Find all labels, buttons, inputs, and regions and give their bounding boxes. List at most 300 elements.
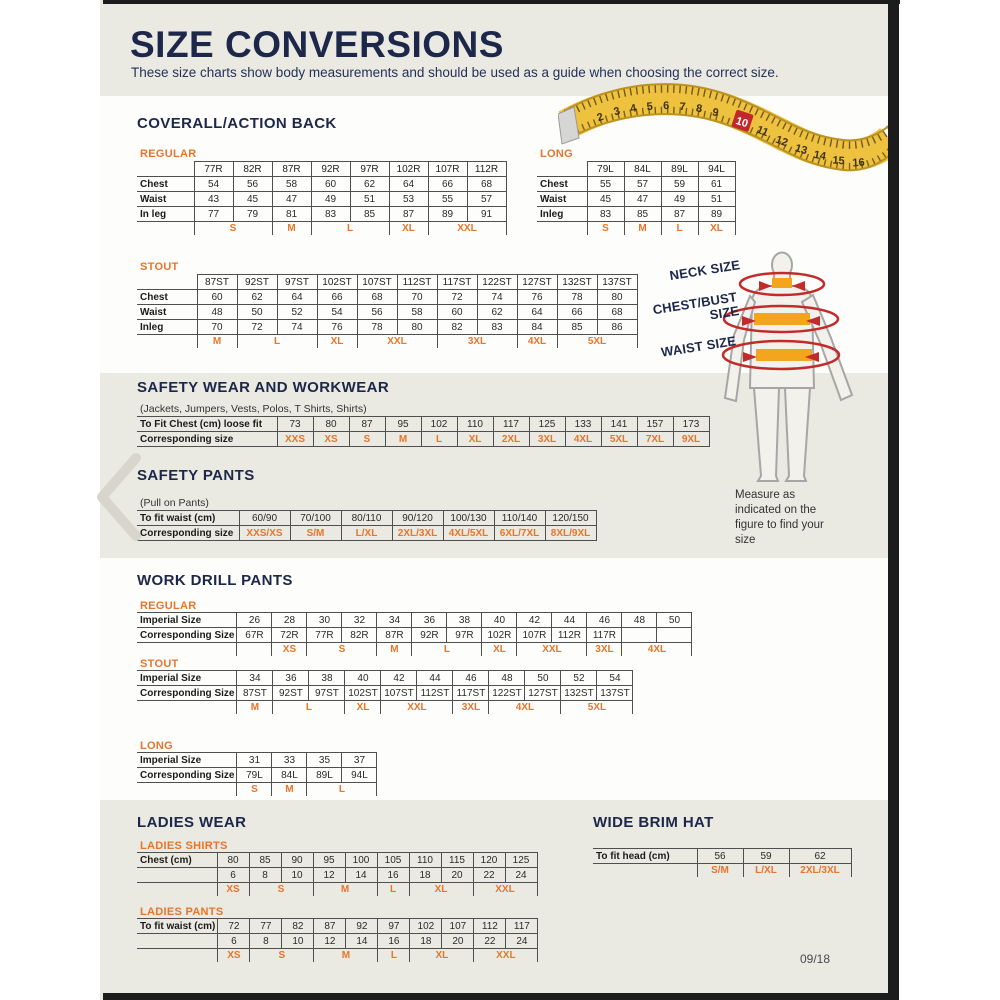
size-group-row <box>137 335 637 349</box>
value-cell: 6 <box>217 868 249 883</box>
size-group-cell: XXL <box>473 883 537 897</box>
corner-cell <box>137 162 194 177</box>
size-group-cell: L <box>237 335 317 349</box>
value-cell: 64 <box>517 305 557 320</box>
size-group-cell: L <box>307 783 377 797</box>
value-cell: 46 <box>587 613 622 628</box>
value-cell: 24 <box>505 868 537 883</box>
tape-number: 8 <box>695 102 703 116</box>
table-row <box>137 934 538 949</box>
table-row <box>137 853 537 868</box>
value-cell: 72 <box>218 919 250 934</box>
size-group-cell: S <box>249 883 313 897</box>
value-cell: 43 <box>194 192 233 207</box>
value-cell: 28 <box>272 613 307 628</box>
value-cell: 68 <box>597 305 637 320</box>
value-cell: 92ST <box>273 686 309 701</box>
size-group-cell: 3XL <box>437 335 517 349</box>
table-row <box>137 768 377 783</box>
value-cell: 102 <box>421 417 457 432</box>
value-cell: 100 <box>345 853 377 868</box>
wide-brim-hat-table <box>593 848 852 877</box>
value-cell: 87 <box>661 207 698 222</box>
size-group-cell: XS <box>272 643 307 657</box>
value-cell: 4XL <box>565 432 601 447</box>
size-group-cell: M <box>624 222 661 236</box>
value-cell: 42 <box>381 671 417 686</box>
size-group-row <box>137 783 377 797</box>
scan-edge-top <box>103 0 900 4</box>
value-cell: 66 <box>317 290 357 305</box>
row-label-cell: In leg <box>137 207 194 222</box>
value-cell: 40 <box>345 671 381 686</box>
work-drill-long-table <box>137 752 377 796</box>
value-cell: XS <box>313 432 349 447</box>
coverall-regular-table <box>137 161 507 235</box>
footer-corner-cell <box>137 701 237 715</box>
size-group-cell: L <box>273 701 345 715</box>
size-code-cell: 87R <box>272 162 311 177</box>
value-cell: 102R <box>482 628 517 643</box>
tape-number: 10 <box>734 115 750 131</box>
value-cell: 87R <box>377 628 412 643</box>
value-cell <box>622 628 657 643</box>
value-cell: 5XL <box>601 432 637 447</box>
value-cell: 105 <box>377 853 409 868</box>
value-cell: 52 <box>277 305 317 320</box>
size-group-cell: XL <box>482 643 517 657</box>
value-cell: 102 <box>410 919 442 934</box>
size-group-row <box>137 949 538 963</box>
value-cell: 92R <box>412 628 447 643</box>
value-cell: 30 <box>307 613 342 628</box>
work-drill-regular-label: REGULAR <box>140 600 197 612</box>
value-cell: 120 <box>473 853 505 868</box>
footer-corner-cell <box>537 222 587 236</box>
value-cell: 49 <box>311 192 350 207</box>
value-cell: 97 <box>378 919 410 934</box>
value-cell: 55 <box>587 177 624 192</box>
value-cell: 48 <box>197 305 237 320</box>
value-cell: 46 <box>453 671 489 686</box>
value-cell: 83 <box>477 320 517 335</box>
row-label-cell: Waist <box>137 305 197 320</box>
value-cell: 47 <box>272 192 311 207</box>
value-cell: 85 <box>557 320 597 335</box>
value-cell: 83 <box>587 207 624 222</box>
size-group-cell: 3XL <box>587 643 622 657</box>
value-cell: 85 <box>249 853 281 868</box>
size-group-row <box>137 701 633 715</box>
value-cell: 53 <box>389 192 428 207</box>
value-cell: 87 <box>389 207 428 222</box>
size-group-cell: 4XL <box>517 335 557 349</box>
size-code-cell: 122ST <box>477 275 517 290</box>
value-cell: 77 <box>250 919 282 934</box>
value-cell: 34 <box>237 671 273 686</box>
value-cell: 12 <box>314 934 346 949</box>
value-cell: 112 <box>474 919 506 934</box>
row-label-cell: Corresponding Size <box>137 686 237 701</box>
row-label-cell <box>137 868 217 883</box>
tape-number: 5 <box>646 100 654 114</box>
value-cell: 86 <box>597 320 637 335</box>
section-work-drill-heading: WORK DRILL PANTS <box>137 572 293 589</box>
value-cell: 107 <box>442 919 474 934</box>
ladies-shirts-table <box>137 852 538 896</box>
size-code-cell: 77R <box>194 162 233 177</box>
value-cell: 24 <box>506 934 538 949</box>
value-cell: 32 <box>342 613 377 628</box>
table-row <box>137 432 709 447</box>
size-group-cell: L <box>377 883 409 897</box>
size-group-cell: L <box>412 643 482 657</box>
value-cell: 78 <box>557 290 597 305</box>
value-cell: 18 <box>410 934 442 949</box>
size-code-cell: 84L <box>624 162 661 177</box>
value-cell: 89L <box>307 768 342 783</box>
ladies-shirts-table <box>137 852 538 896</box>
work-drill-long-table <box>137 752 377 796</box>
value-cell: 80 <box>397 320 437 335</box>
value-cell: 92 <box>346 919 378 934</box>
value-cell: 9XL <box>673 432 709 447</box>
value-cell: XXS/XS <box>239 526 290 541</box>
chest-bust-size-label: CHEST/BUST SIZE <box>651 289 741 323</box>
value-cell: 107ST <box>381 686 417 701</box>
value-cell: 48 <box>622 613 657 628</box>
value-cell: 36 <box>412 613 447 628</box>
section-safety-pants-heading: SAFETY PANTS <box>137 467 255 484</box>
size-group-row <box>137 222 506 236</box>
size-group-cell: L/XL <box>743 864 789 878</box>
value-cell: 72R <box>272 628 307 643</box>
value-cell: 60 <box>197 290 237 305</box>
size-group-cell: M <box>272 222 311 236</box>
value-cell: 45 <box>233 192 272 207</box>
ladies-pants-label: LADIES PANTS <box>140 906 224 918</box>
safety-pants-table <box>137 510 597 541</box>
value-cell: 50 <box>525 671 561 686</box>
size-code-cell: 132ST <box>557 275 597 290</box>
value-cell: 107R <box>517 628 552 643</box>
size-group-cell <box>237 643 272 657</box>
value-cell: 133 <box>565 417 601 432</box>
size-group-cell: XL <box>317 335 357 349</box>
value-cell: 127ST <box>525 686 561 701</box>
value-cell: 125 <box>505 853 537 868</box>
tape-number: 11 <box>754 123 771 140</box>
value-cell: 83 <box>311 207 350 222</box>
value-cell: 49 <box>661 192 698 207</box>
value-cell: 77R <box>307 628 342 643</box>
value-cell: 125 <box>529 417 565 432</box>
table-row <box>137 290 637 305</box>
value-cell: 80 <box>597 290 637 305</box>
value-cell: 117ST <box>453 686 489 701</box>
value-cell: 70 <box>397 290 437 305</box>
coverall-stout-table <box>137 274 638 348</box>
tape-number: 14 <box>812 148 827 163</box>
safety-pants-note: (Pull on Pants) <box>140 497 209 509</box>
value-cell: 3XL <box>529 432 565 447</box>
value-cell: 79L <box>237 768 272 783</box>
value-cell: XL <box>457 432 493 447</box>
value-cell: 51 <box>698 192 735 207</box>
value-cell: 20 <box>441 868 473 883</box>
value-cell: 141 <box>601 417 637 432</box>
row-label-cell <box>137 934 218 949</box>
value-cell: 20 <box>442 934 474 949</box>
footer-corner-cell <box>593 864 697 878</box>
size-code-row <box>137 275 637 290</box>
value-cell: 85 <box>624 207 661 222</box>
value-cell: 34 <box>377 613 412 628</box>
value-cell: 80/110 <box>341 511 392 526</box>
value-cell: 7XL <box>637 432 673 447</box>
value-cell: L <box>421 432 457 447</box>
size-group-cell: S/M <box>697 864 743 878</box>
value-cell: 8 <box>250 934 282 949</box>
size-group-cell: M <box>272 783 307 797</box>
value-cell: 84 <box>517 320 557 335</box>
value-cell: 62 <box>350 177 389 192</box>
value-cell: 100/130 <box>443 511 494 526</box>
value-cell: 67R <box>237 628 272 643</box>
size-group-cell: S <box>250 949 314 963</box>
ladies-pants-table <box>137 918 538 962</box>
size-group-cell: 4XL <box>489 701 561 715</box>
work-drill-stout-label: STOUT <box>140 658 179 670</box>
value-cell: 54 <box>194 177 233 192</box>
value-cell: 110 <box>457 417 493 432</box>
value-cell: 82 <box>282 919 314 934</box>
size-group-row <box>593 864 851 878</box>
value-cell: 2XL/3XL <box>392 526 443 541</box>
size-group-cell: 2XL/3XL <box>789 864 851 878</box>
value-cell: 57 <box>467 192 506 207</box>
row-label-cell: Inleg <box>537 207 587 222</box>
value-cell: 52 <box>561 671 597 686</box>
value-cell: 76 <box>517 290 557 305</box>
table-row <box>137 613 692 628</box>
table-row <box>137 628 692 643</box>
value-cell: 38 <box>309 671 345 686</box>
value-cell: 8 <box>249 868 281 883</box>
size-code-cell: 137ST <box>597 275 637 290</box>
value-cell: 80 <box>217 853 249 868</box>
size-group-cell: L <box>378 949 410 963</box>
size-group-cell: XL <box>410 949 474 963</box>
size-group-cell: XXL <box>474 949 538 963</box>
value-cell: 78 <box>357 320 397 335</box>
value-cell: 97R <box>447 628 482 643</box>
table-row <box>137 868 537 883</box>
value-cell: 120/150 <box>545 511 596 526</box>
size-code-cell: 89L <box>661 162 698 177</box>
row-label-cell: Imperial Size <box>137 671 237 686</box>
value-cell: 77 <box>194 207 233 222</box>
footer-corner-cell <box>137 335 197 349</box>
safety-wear-table <box>137 416 710 447</box>
footer-corner-cell <box>137 883 217 897</box>
size-group-cell: M <box>314 949 378 963</box>
value-cell: 51 <box>350 192 389 207</box>
value-cell: 60/90 <box>239 511 290 526</box>
page-subtitle: These size charts show body measurements and should be used as a guide when choosing the correct size. <box>131 65 779 80</box>
size-code-row <box>137 162 506 177</box>
value-cell: 87ST <box>237 686 273 701</box>
size-code-cell: 107R <box>428 162 467 177</box>
row-label-cell: Corresponding Size <box>137 768 237 783</box>
size-group-cell: XXL <box>381 701 453 715</box>
size-group-cell: 5XL <box>561 701 633 715</box>
value-cell: 66 <box>428 177 467 192</box>
value-cell: 117 <box>493 417 529 432</box>
scan-edge-bottom <box>103 993 899 1000</box>
section-safety-wear-heading: SAFETY WEAR AND WORKWEAR <box>137 379 390 396</box>
value-cell: 87 <box>314 919 346 934</box>
value-cell: 112R <box>552 628 587 643</box>
value-cell: 89 <box>698 207 735 222</box>
figure-caption: Measure as indicated on the figure to find your size <box>735 489 824 546</box>
value-cell: 76 <box>317 320 357 335</box>
size-group-row <box>137 883 537 897</box>
row-label-cell: To fit waist (cm) <box>137 511 239 526</box>
value-cell: 16 <box>378 934 410 949</box>
table-row <box>137 511 596 526</box>
footer-date-code: 09/18 <box>800 952 831 966</box>
size-group-cell: M <box>197 335 237 349</box>
size-code-cell: 112ST <box>397 275 437 290</box>
table-row <box>537 207 735 222</box>
value-cell: 44 <box>552 613 587 628</box>
size-code-cell: 127ST <box>517 275 557 290</box>
value-cell: 8XL/9XL <box>545 526 596 541</box>
value-cell: 84L <box>272 768 307 783</box>
value-cell: 58 <box>272 177 311 192</box>
value-cell: 44 <box>417 671 453 686</box>
value-cell: 35 <box>307 753 342 768</box>
neck-size-label: NECK SIZE <box>668 257 742 284</box>
safety-wear-table <box>137 416 710 447</box>
value-cell: 31 <box>237 753 272 768</box>
size-group-cell: 4XL <box>622 643 692 657</box>
size-code-cell: 107ST <box>357 275 397 290</box>
value-cell: 62 <box>237 290 277 305</box>
coverall-long-label: LONG <box>540 148 573 160</box>
table-row <box>137 753 377 768</box>
value-cell: 12 <box>313 868 345 883</box>
size-group-cell: 3XL <box>453 701 489 715</box>
size-code-cell: 92R <box>311 162 350 177</box>
size-group-cell: M <box>237 701 273 715</box>
table-row <box>137 417 709 432</box>
size-group-cell: S <box>307 643 377 657</box>
size-group-cell: L <box>661 222 698 236</box>
tape-number: 12 <box>773 133 790 150</box>
tape-number: 13 <box>793 142 809 158</box>
work-drill-regular-table <box>137 612 692 656</box>
value-cell: 60 <box>311 177 350 192</box>
size-code-cell: 82R <box>233 162 272 177</box>
table-row <box>137 671 633 686</box>
value-cell: 66 <box>557 305 597 320</box>
row-label-cell: Waist <box>137 192 194 207</box>
value-cell: 22 <box>473 868 505 883</box>
value-cell: M <box>385 432 421 447</box>
table-row <box>537 177 735 192</box>
value-cell: 68 <box>467 177 506 192</box>
value-cell: 57 <box>624 177 661 192</box>
size-group-cell: XL <box>389 222 428 236</box>
value-cell: 59 <box>661 177 698 192</box>
value-cell: 50 <box>237 305 277 320</box>
section-hat-heading: WIDE BRIM HAT <box>593 814 714 831</box>
value-cell: 56 <box>357 305 397 320</box>
value-cell: 73 <box>277 417 313 432</box>
value-cell: 79 <box>233 207 272 222</box>
size-group-cell: S <box>587 222 624 236</box>
row-label-cell: Chest <box>537 177 587 192</box>
section-ladies-heading: LADIES WEAR <box>137 814 247 831</box>
value-cell: 54 <box>597 671 633 686</box>
safety-wear-note: (Jackets, Jumpers, Vests, Polos, T Shirts, Shirts) <box>140 403 367 415</box>
value-cell: 68 <box>357 290 397 305</box>
row-label-cell: To fit waist (cm) <box>137 919 218 934</box>
size-group-cell: XXL <box>357 335 437 349</box>
value-cell: 89 <box>428 207 467 222</box>
value-cell: 72 <box>437 290 477 305</box>
value-cell: 122ST <box>489 686 525 701</box>
coverall-stout-table <box>137 274 638 348</box>
size-group-cell: XL <box>698 222 735 236</box>
value-cell <box>657 628 692 643</box>
value-cell: 137ST <box>597 686 633 701</box>
size-code-cell: 102R <box>389 162 428 177</box>
tape-number: 16 <box>851 156 866 170</box>
value-cell: 60 <box>437 305 477 320</box>
value-cell: 40 <box>482 613 517 628</box>
value-cell: 22 <box>474 934 506 949</box>
row-label-cell: Inleg <box>137 320 197 335</box>
value-cell: 173 <box>673 417 709 432</box>
size-group-cell: S <box>237 783 272 797</box>
size-group-cell: M <box>313 883 377 897</box>
value-cell: 54 <box>317 305 357 320</box>
value-cell: 10 <box>282 934 314 949</box>
size-code-cell: 92ST <box>237 275 277 290</box>
value-cell: 64 <box>389 177 428 192</box>
value-cell: 56 <box>697 849 743 864</box>
table-row <box>137 192 506 207</box>
ladies-shirts-label: LADIES SHIRTS <box>140 840 228 852</box>
value-cell: 102ST <box>345 686 381 701</box>
table-row <box>137 305 637 320</box>
row-label-cell: Chest (cm) <box>137 853 217 868</box>
tape-number: 4 <box>629 102 638 116</box>
value-cell: 112ST <box>417 686 453 701</box>
footer-corner-cell <box>137 643 237 657</box>
footer-corner-cell <box>137 783 237 797</box>
table-row <box>137 207 506 222</box>
size-group-cell: XS <box>218 949 250 963</box>
coverall-stout-label: STOUT <box>140 261 179 273</box>
size-group-row <box>137 643 692 657</box>
value-cell: 48 <box>489 671 525 686</box>
value-cell: S <box>349 432 385 447</box>
value-cell: 16 <box>377 868 409 883</box>
